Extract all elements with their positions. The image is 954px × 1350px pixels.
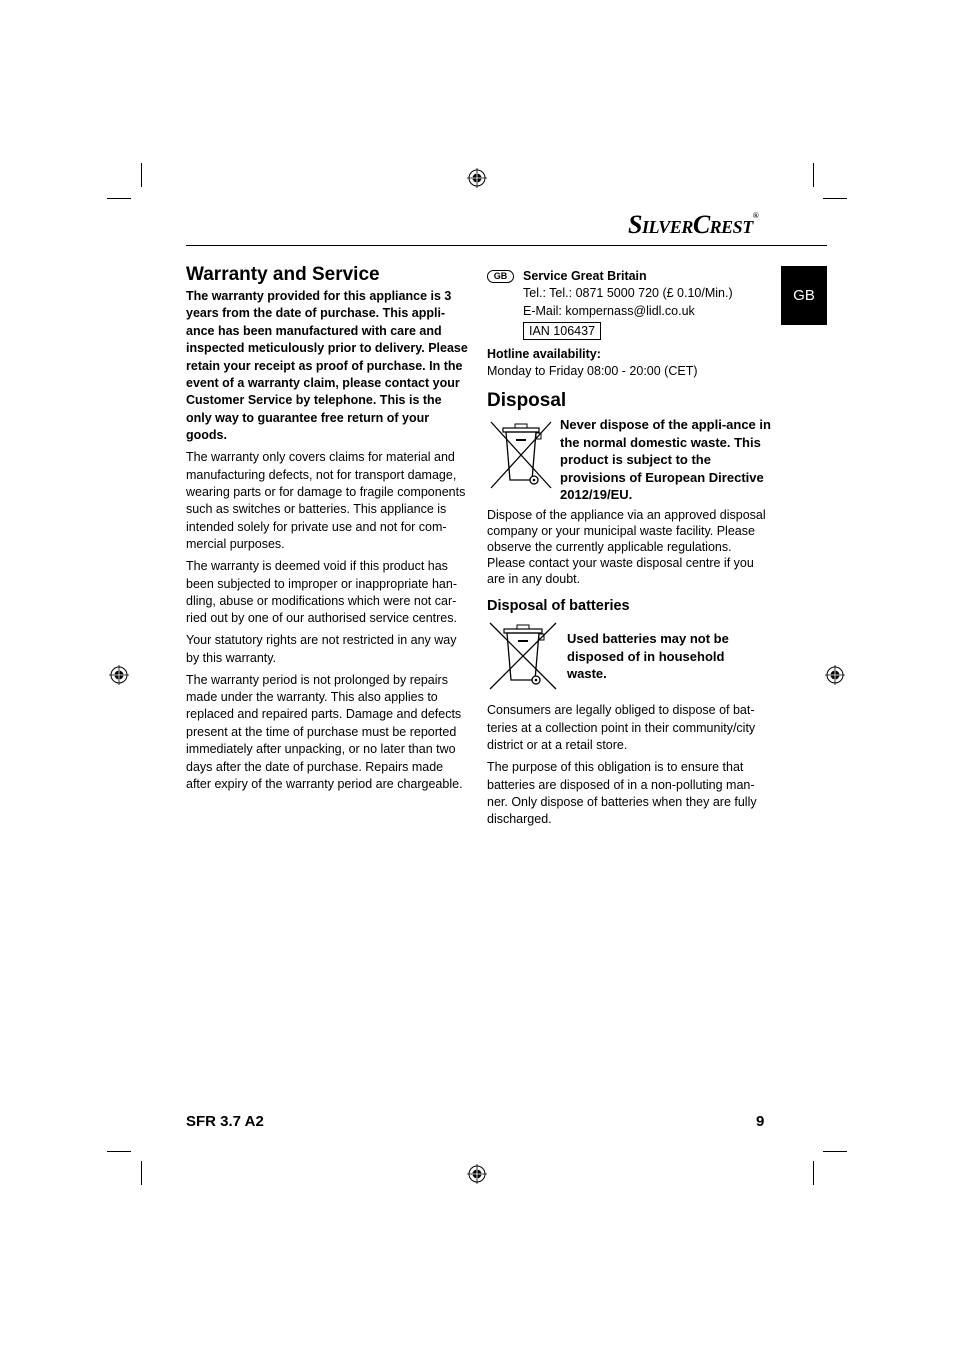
service-phone: Tel.: Tel.: 0871 5000 720 (£ 0.10/Min.) [523, 286, 733, 301]
batteries-warning-block [487, 618, 771, 702]
service-block [487, 268, 771, 341]
hotline-hours: Monday to Friday 08:00 - 20:00 (CET) [487, 364, 698, 379]
registration-mark-icon [467, 168, 487, 188]
warranty-section [186, 262, 470, 793]
disposal-warning: Never dispose of the appli-ance in the normal domestic waste. This product is subject to the provisions of European Directive 2012/19/EU. [560, 417, 771, 503]
service-title: Service Great Britain [523, 269, 647, 283]
brand-logo: SILVERCREST® [628, 210, 759, 239]
registration-mark-icon [825, 665, 845, 685]
page-number: 9 [756, 1113, 765, 1130]
crop-mark [823, 198, 847, 199]
service-email: E-Mail: kompernass@lidl.co.uk [523, 303, 695, 318]
country-badge: GB [487, 270, 514, 283]
warranty-paragraph: Your statutory rights are not restricted in any way by this warranty. [186, 633, 457, 665]
crop-mark [813, 163, 814, 187]
crop-mark [107, 1151, 131, 1152]
warranty-paragraph: The warranty is deemed void if this product has been subjected to improper or inappropriate han-dling, abuse or modifications which were not car-ried out by one of our authorised service centres. [186, 559, 458, 626]
warranty-title: Warranty and Service [186, 264, 380, 285]
batteries-title: Disposal of batteries [487, 598, 630, 615]
crossed-out-wheelie-bin-icon [487, 620, 559, 692]
disposal-warning-block [487, 416, 771, 503]
registration-mark-icon [109, 665, 129, 685]
crop-mark [813, 1161, 814, 1185]
ian-box: IAN 106437 [523, 322, 601, 340]
batteries-warning: Used batteries may not be disposed of in household waste. [567, 631, 729, 682]
warranty-paragraph: The warranty only covers claims for material and manufacturing defects, not for transport damage, wearing parts or for damage to fragile components such as switches or batteries. This appliance is intended solely for private use and not for com-mercial purposes. [186, 450, 466, 552]
language-tab: GB [781, 266, 827, 325]
warranty-paragraph: The warranty period is not prolonged by repairs made under the warranty. This also applies to replaced and repaired parts. Damage and defects present at the time of purchase must be reported immediately after unpacking, or no later than two days after the date of purchase. Repairs made after expiry of the warranty period are chargeable. [186, 672, 463, 791]
batteries-paragraph: Consumers are legally obliged to dispose of bat-teries at a collection point in their community/city district or at a retail store. [487, 703, 756, 753]
crop-mark [141, 163, 142, 187]
crop-mark [107, 198, 131, 199]
crop-mark [141, 1161, 142, 1185]
warranty-paragraph: The warranty provided for this appliance is 3 years from the date of purchase. This appli-ance has been manufactured with care and inspected meticulously prior to delivery. Please retain your receipt as proof of purchase. In the event of a warranty claim, please contact your Customer Service by telephone. This is the only way to guarantee free return of your goods. [186, 289, 468, 443]
registration-mark-icon [467, 1164, 487, 1184]
model-number: SFR 3.7 A2 [186, 1113, 264, 1130]
crop-mark [823, 1151, 847, 1152]
hotline-label: Hotline availability: [487, 346, 601, 361]
disposal-title: Disposal [487, 390, 567, 412]
header-rule [186, 245, 827, 246]
crossed-out-wheelie-bin-icon [487, 418, 555, 492]
disposal-body: Dispose of the appliance via an approved disposal company or your municipal waste facility. Please observe the currently applicable regulations. Please contact your waste disposal centre if you are in any doubt. [487, 508, 766, 587]
batteries-paragraph: The purpose of this obligation is to ensure that batteries are disposed of in a non-polluting man-ner. Only dispose of batteries when they are fully discharged. [487, 760, 757, 827]
service-disposal-section [487, 268, 771, 829]
